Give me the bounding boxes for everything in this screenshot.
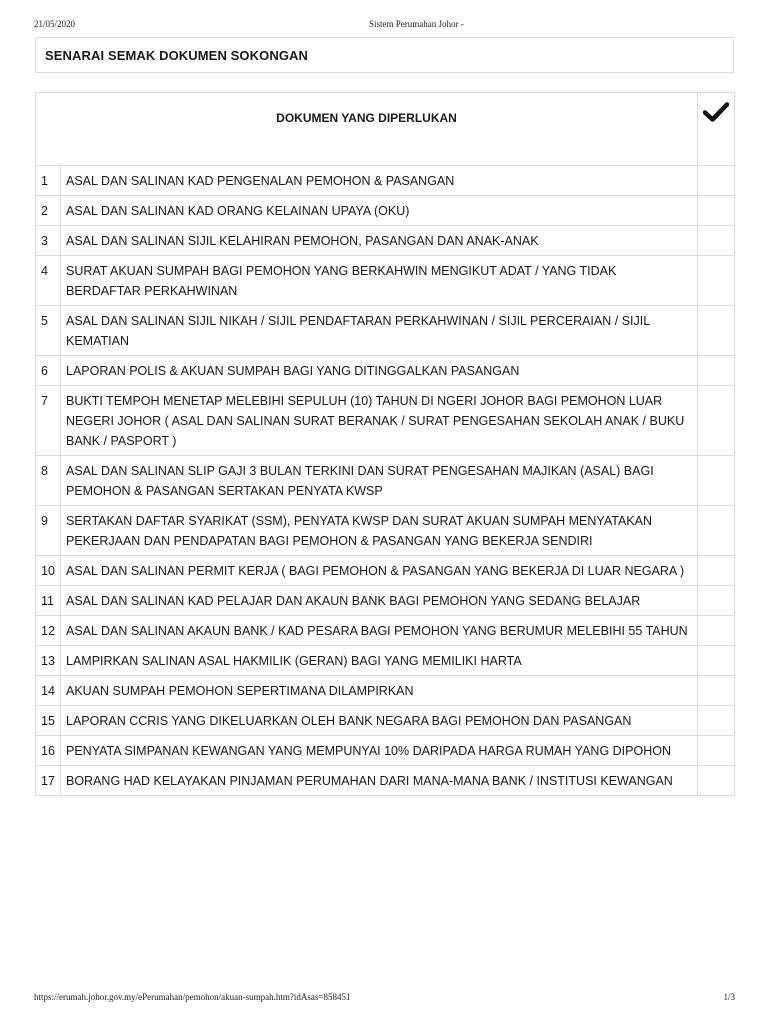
row-number: 15 bbox=[36, 706, 61, 736]
row-number: 16 bbox=[36, 736, 61, 766]
table-row bbox=[36, 556, 735, 586]
row-number: 2 bbox=[36, 196, 61, 226]
table-row bbox=[36, 456, 735, 506]
row-number: 3 bbox=[36, 226, 61, 256]
check-cell[interactable] bbox=[698, 166, 735, 196]
document-description: AKUAN SUMPAH PEMOHON SEPERTIMANA DILAMPIRKAN bbox=[61, 676, 698, 706]
row-number: 10 bbox=[36, 556, 61, 586]
table-row bbox=[36, 306, 735, 356]
print-page-title: Sistem Perumahan Johor - bbox=[369, 19, 464, 29]
document-description: ASAL DAN SALINAN SIJIL KELAHIRAN PEMOHON, PASANGAN DAN ANAK-ANAK bbox=[61, 226, 698, 256]
check-cell[interactable] bbox=[698, 506, 735, 556]
document-description: BUKTI TEMPOH MENETAP MELEBIHI SEPULUH (10) TAHUN DI NGERI JOHOR BAGI PEMOHON LUAR NEGERI JOHOR ( ASAL DAN SALINAN SURAT BERANAK / SURAT PENGESAHAN SEKOLAH ANAK / BUKU BANK / PASPORT ) bbox=[61, 386, 698, 456]
table-row bbox=[36, 196, 735, 226]
check-cell[interactable] bbox=[698, 306, 735, 356]
check-cell[interactable] bbox=[698, 456, 735, 506]
check-cell[interactable] bbox=[698, 196, 735, 226]
table-row bbox=[36, 766, 735, 796]
row-number: 12 bbox=[36, 616, 61, 646]
checkmark-icon bbox=[703, 101, 729, 123]
header-check bbox=[698, 93, 735, 166]
row-number: 1 bbox=[36, 166, 61, 196]
check-cell[interactable] bbox=[698, 766, 735, 796]
check-cell[interactable] bbox=[698, 736, 735, 766]
document-description: LAMPIRKAN SALINAN ASAL HAKMILIK (GERAN) BAGI YANG MEMILIKI HARTA bbox=[61, 646, 698, 676]
print-page-number: 1/3 bbox=[723, 992, 735, 1002]
table-row bbox=[36, 386, 735, 456]
table-row bbox=[36, 586, 735, 616]
check-cell[interactable] bbox=[698, 556, 735, 586]
table-header-row bbox=[36, 93, 735, 166]
print-url: https://erumah.johor.gov.my/ePerumahan/pemohon/akuan-sumpah.htm?idAsas=858451 bbox=[34, 992, 351, 1002]
check-cell[interactable] bbox=[698, 706, 735, 736]
check-cell[interactable] bbox=[698, 676, 735, 706]
document-description: LAPORAN CCRIS YANG DIKELUARKAN OLEH BANK NEGARA BAGI PEMOHON DAN PASANGAN bbox=[61, 706, 698, 736]
table-row bbox=[36, 646, 735, 676]
print-date: 21/05/2020 bbox=[34, 19, 76, 29]
row-number: 5 bbox=[36, 306, 61, 356]
document-description: ASAL DAN SALINAN KAD PELAJAR DAN AKAUN BANK BAGI PEMOHON YANG SEDANG BELAJAR bbox=[61, 586, 698, 616]
table-row bbox=[36, 226, 735, 256]
table-row bbox=[36, 676, 735, 706]
document-description: LAPORAN POLIS & AKUAN SUMPAH BAGI YANG DITINGGALKAN PASANGAN bbox=[61, 356, 698, 386]
print-header bbox=[34, 19, 744, 33]
document-description: ASAL DAN SALINAN PERMIT KERJA ( BAGI PEMOHON & PASANGAN YANG BEKERJA DI LUAR NEGARA ) bbox=[61, 556, 698, 586]
check-cell[interactable] bbox=[698, 616, 735, 646]
table-row bbox=[36, 506, 735, 556]
panel-title: SENARAI SEMAK DOKUMEN SOKONGAN bbox=[45, 48, 309, 63]
check-cell[interactable] bbox=[698, 386, 735, 456]
table-row bbox=[36, 256, 735, 306]
row-number: 8 bbox=[36, 456, 61, 506]
document-description: ASAL DAN SALINAN KAD ORANG KELAINAN UPAYA (OKU) bbox=[61, 196, 698, 226]
document-description: ASAL DAN SALINAN AKAUN BANK / KAD PESARA BAGI PEMOHON YANG BERUMUR MELEBIHI 55 TAHUN bbox=[61, 616, 698, 646]
table-row bbox=[36, 706, 735, 736]
document-description: PENYATA SIMPANAN KEWANGAN YANG MEMPUNYAI 10% DARIPADA HARGA RUMAH YANG DIPOHON bbox=[61, 736, 698, 766]
row-number: 11 bbox=[36, 586, 61, 616]
row-number: 17 bbox=[36, 766, 61, 796]
table-row bbox=[36, 356, 735, 386]
check-cell[interactable] bbox=[698, 646, 735, 676]
document-checklist-table bbox=[35, 92, 735, 796]
document-description: SERTAKAN DAFTAR SYARIKAT (SSM), PENYATA KWSP DAN SURAT AKUAN SUMPAH MENYATAKAN PEKERJAAN DAN PENDAPATAN BAGI PEMOHON & PASANGAN YANG BEKERJA SENDIRI bbox=[61, 506, 698, 556]
table-row bbox=[36, 736, 735, 766]
row-number: 14 bbox=[36, 676, 61, 706]
check-cell[interactable] bbox=[698, 226, 735, 256]
table-row bbox=[36, 616, 735, 646]
check-cell[interactable] bbox=[698, 256, 735, 306]
title-panel bbox=[35, 37, 734, 73]
document-description: ASAL DAN SALINAN KAD PENGENALAN PEMOHON & PASANGAN bbox=[61, 166, 698, 196]
document-description: BORANG HAD KELAYAKAN PINJAMAN PERUMAHAN DARI MANA-MANA BANK / INSTITUSI KEWANGAN bbox=[61, 766, 698, 796]
row-number: 6 bbox=[36, 356, 61, 386]
row-number: 4 bbox=[36, 256, 61, 306]
document-description: ASAL DAN SALINAN SIJIL NIKAH / SIJIL PENDAFTARAN PERKAHWINAN / SIJIL PERCERAIAN / SIJIL KEMATIAN bbox=[61, 306, 698, 356]
document-description: SURAT AKUAN SUMPAH BAGI PEMOHON YANG BERKAHWIN MENGIKUT ADAT / YANG TIDAK BERDAFTAR PERKAHWINAN bbox=[61, 256, 698, 306]
header-document: DOKUMEN YANG DIPERLUKAN bbox=[36, 93, 698, 166]
print-footer bbox=[34, 992, 735, 1006]
table-row bbox=[36, 166, 735, 196]
document-description: ASAL DAN SALINAN SLIP GAJI 3 BULAN TERKINI DAN SURAT PENGESAHAN MAJIKAN (ASAL) BAGI PEMOHON & PASANGAN SERTAKAN PENYATA KWSP bbox=[61, 456, 698, 506]
row-number: 9 bbox=[36, 506, 61, 556]
row-number: 7 bbox=[36, 386, 61, 456]
check-cell[interactable] bbox=[698, 356, 735, 386]
row-number: 13 bbox=[36, 646, 61, 676]
check-cell[interactable] bbox=[698, 586, 735, 616]
